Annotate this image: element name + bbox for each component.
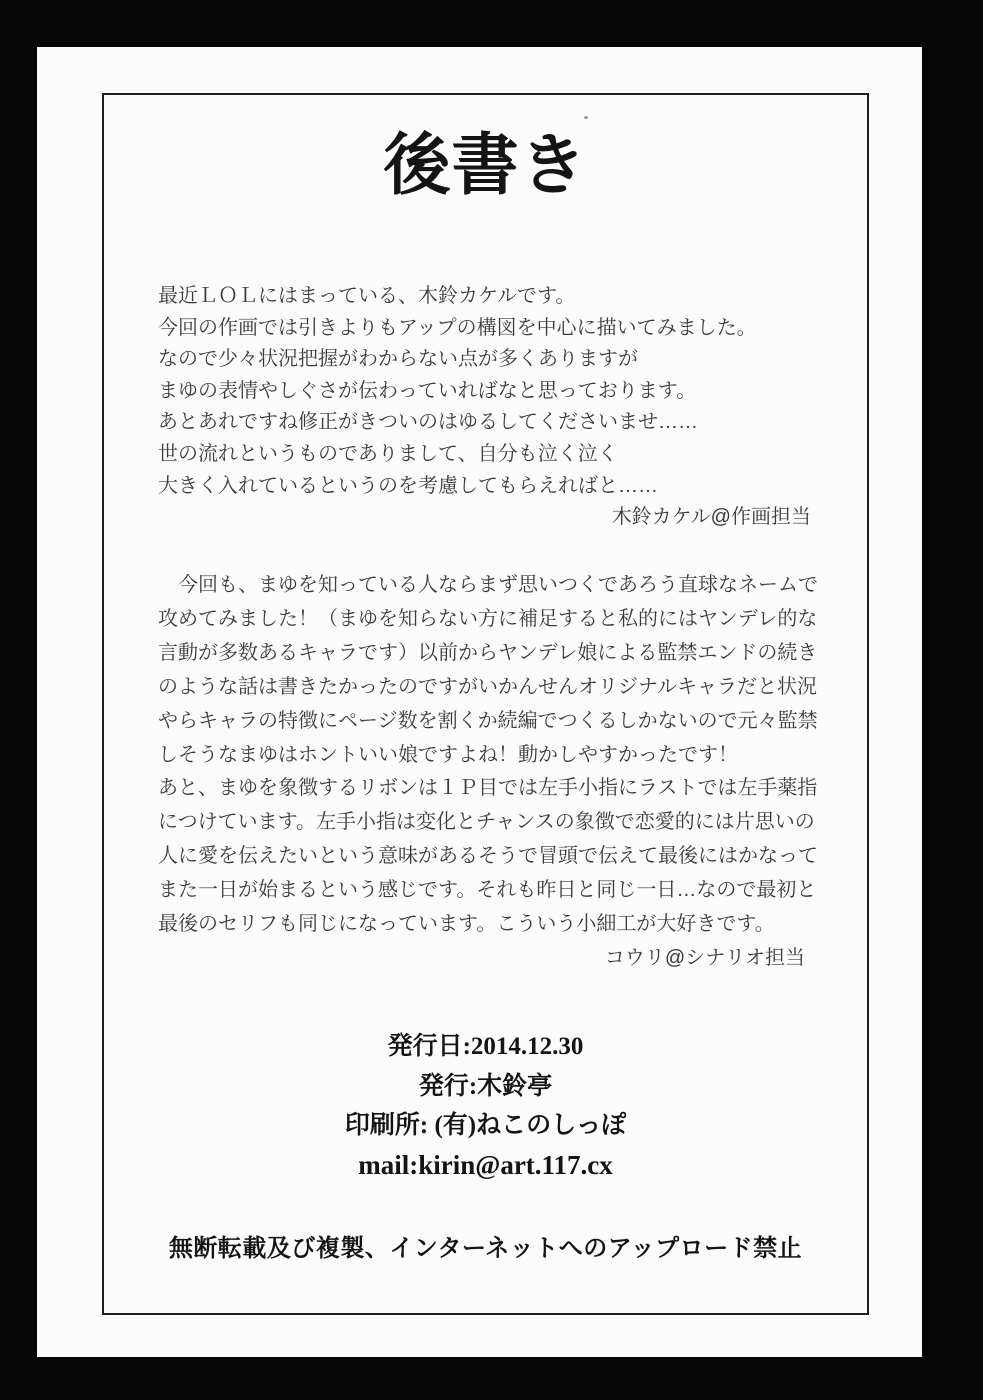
colophon-printer: 印刷所: (有)ねこのしっぽ (344, 1112, 627, 1139)
afterword-line: 最後のセリフも同じになっています。こういう小細工が大好きです。 (158, 913, 775, 936)
scenario-signature: コウリ@シナリオ担当 (604, 946, 805, 969)
afterword-line: しそうなまゆはホントいい娘ですよね！動かしやすかったです！ (158, 743, 738, 766)
afterword-line: まゆの表情やしぐさが伝わっていればなと思っております。 (158, 379, 697, 402)
scenario-afterword-paragraph (158, 569, 818, 976)
afterword-line: 今回も、まゆを知っている人ならまず思いつくであろう直球なネームで (158, 574, 818, 596)
afterword-line: 人に愛を伝えたいという意味があるそうで冒頭で伝えて最後にはかなって (158, 845, 818, 868)
afterword-line: 大きく入れているというのを考慮してもらえればと…… (158, 474, 658, 497)
afterword-line: につけています。左手小指は変化とチャンスの象徴で恋愛的には片思いの (158, 811, 815, 834)
afterword-line: なので少々状況把握がわからない点が多くありますが (158, 348, 638, 371)
artist-signature: 木鈴カケル@作画担当 (611, 506, 811, 529)
scan-speck (584, 116, 588, 119)
colophon-publisher: 発行:木鈴亭 (418, 1072, 553, 1100)
afterword-line: のような話は書きたかったのですがいかんせんオリジナルキャラだと状況 (158, 675, 817, 698)
afterword-line: やらキャラの特徴にページ数を割くか続編でつくるしかないので元々監禁 (158, 709, 818, 732)
afterword-line: 言動が多数あるキャラです）以前からヤンデレ娘による監禁エンドの続き (158, 641, 818, 664)
afterword-line: 今回の作画では引きよりもアップの構図を中心に描いてみました。 (158, 316, 757, 339)
colophon-block (102, 1027, 869, 1185)
artist-afterword-paragraph (158, 281, 813, 534)
colophon-published-date: 発行日:2014.12.30 (387, 1033, 584, 1060)
afterword-line: また一日が始まるという感じです。それも昨日と同じ一日…なので最初と (158, 879, 817, 902)
afterword-line: あと、まゆを象徴するリボンは１Ｐ目では左手小指にラストでは左手薬指 (158, 777, 818, 800)
afterword-line: 最近ＬＯＬにはまっている、木鈴カケルです。 (158, 285, 576, 307)
afterword-line: 攻めてみました！（まゆを知らない方に補足すると私的にはヤンデレ的な (158, 607, 818, 630)
afterword-line: あとあれですね修正がきついのはゆるしてくださいませ…… (158, 411, 698, 434)
page-title: 後書き (383, 129, 588, 203)
afterword-line: 世の流れというものでありまして、自分も泣く泣く (158, 442, 618, 465)
colophon-mail: mail:kirin@art.117.cx (358, 1149, 613, 1180)
copyright-notice: 無断転載及び複製、インターネットへのアップロード禁止 (168, 1236, 803, 1262)
